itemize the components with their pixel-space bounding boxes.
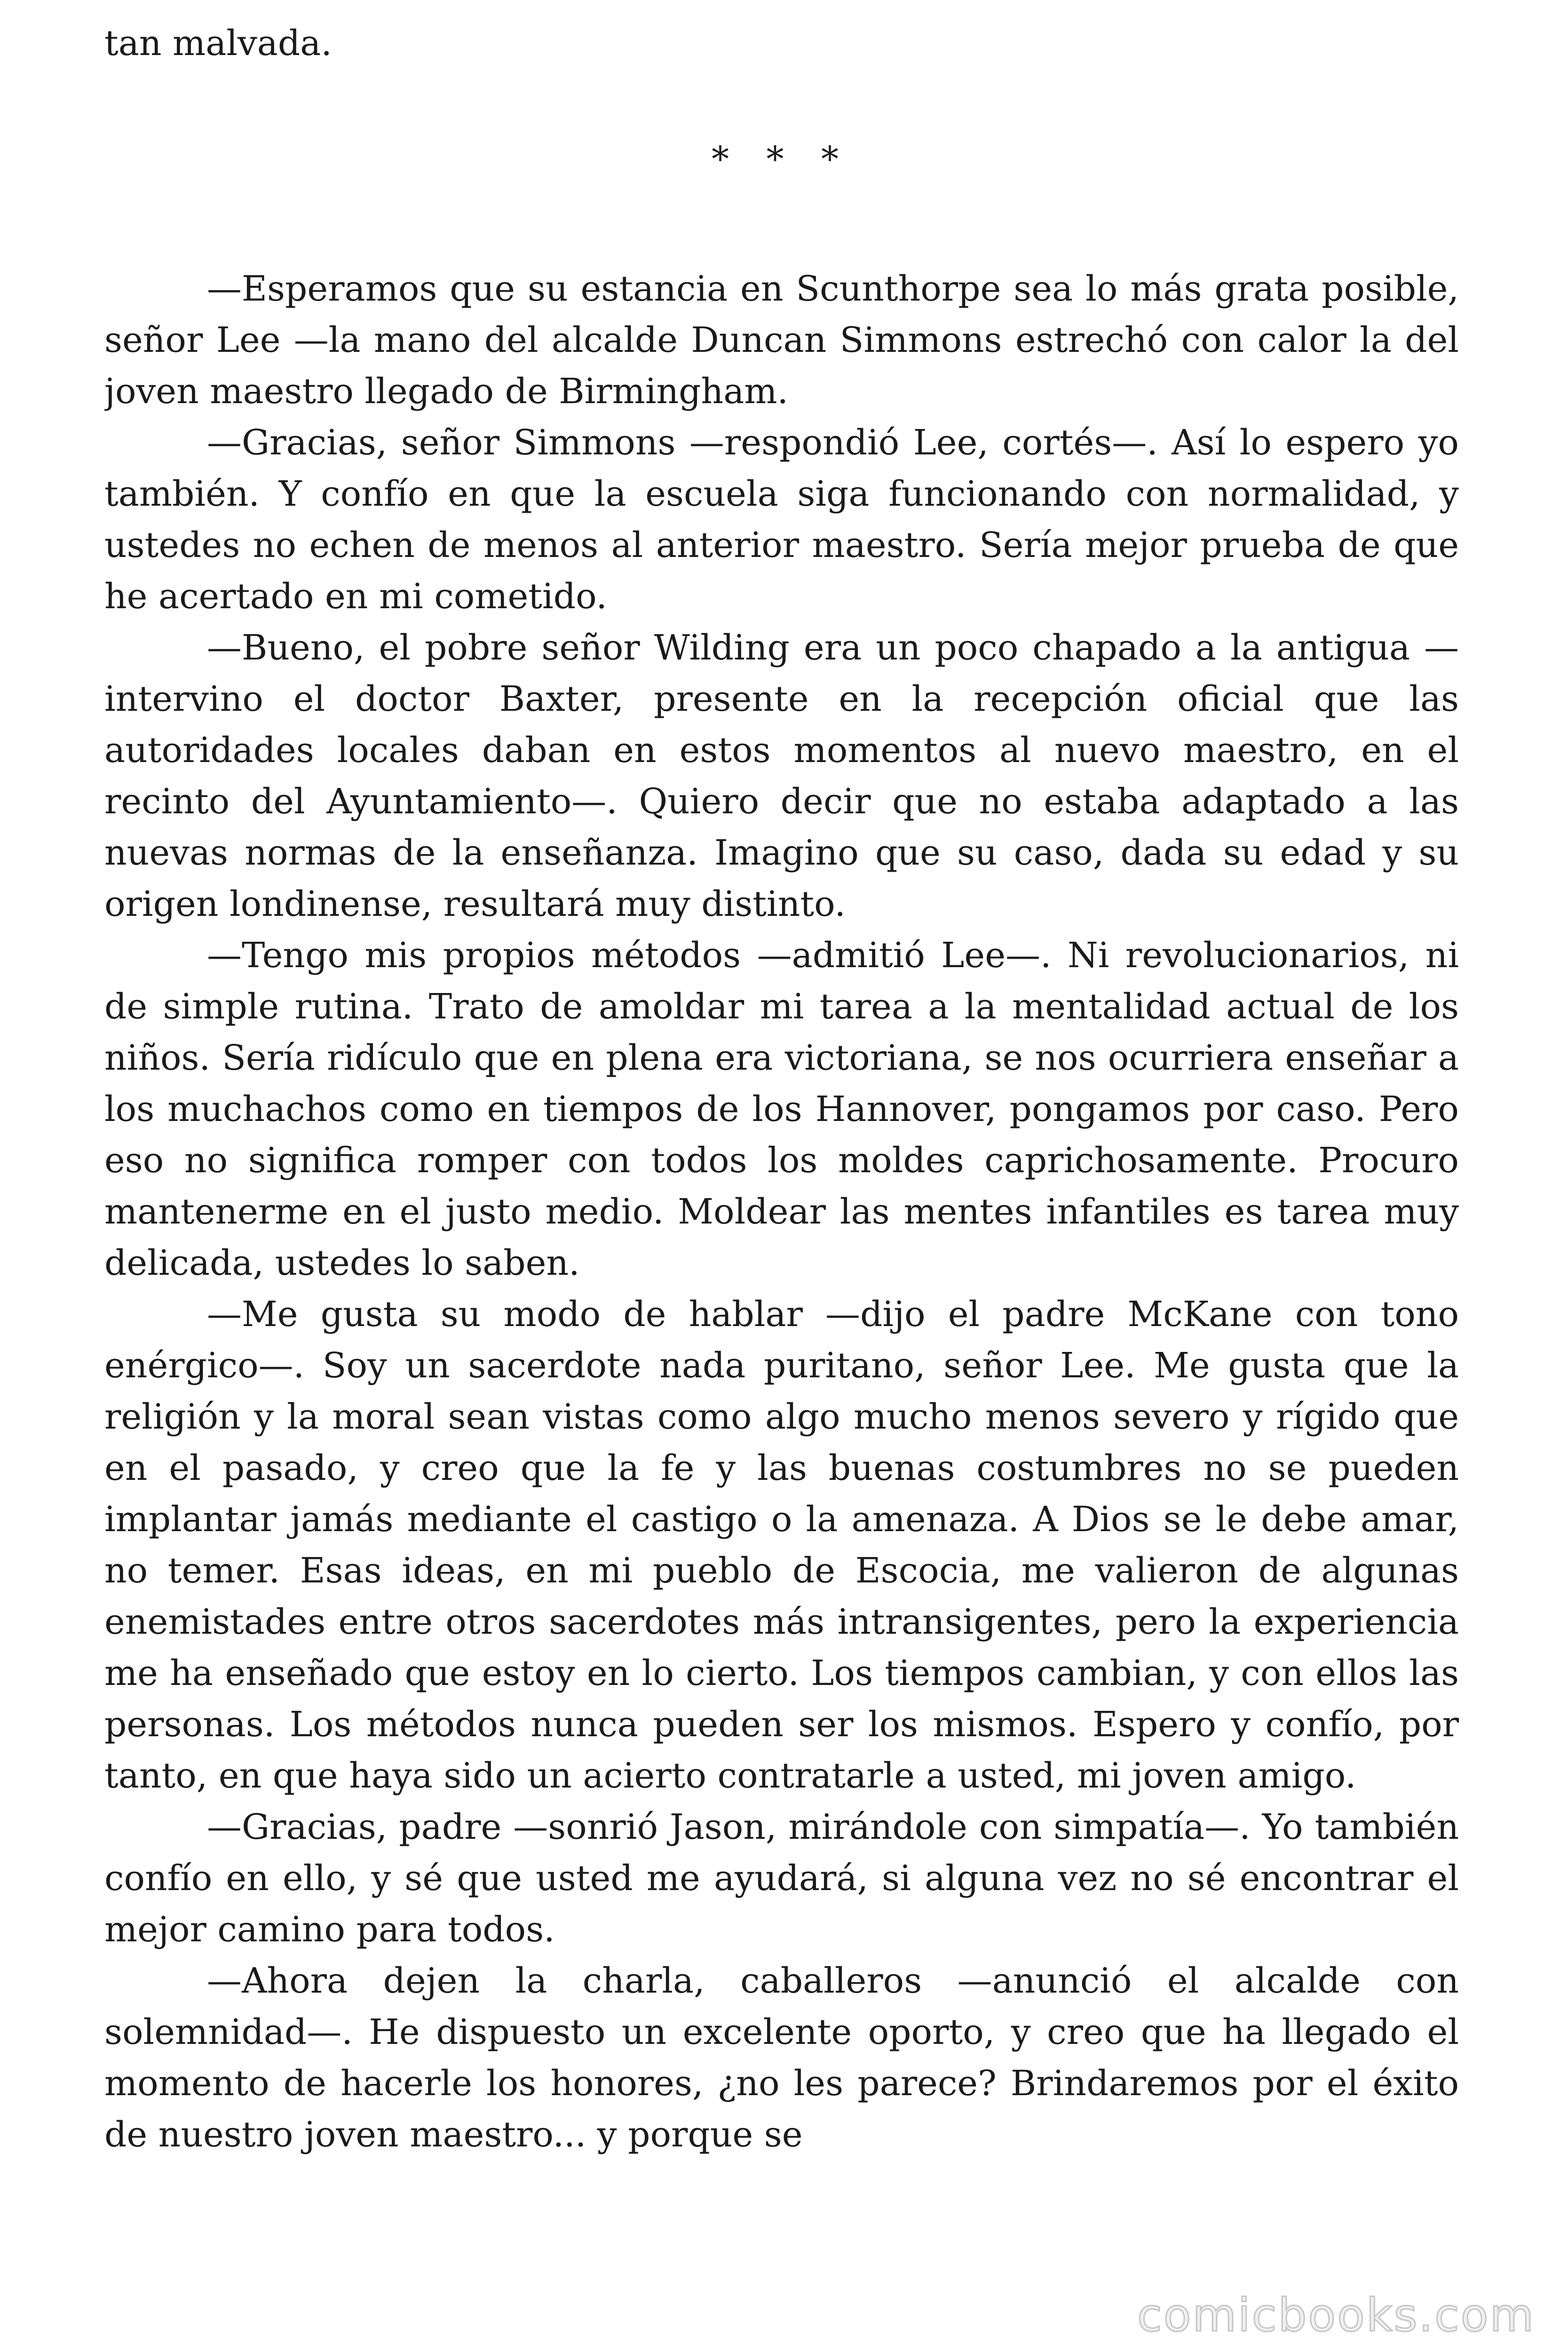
paragraph-2: —Gracias, señor Simmons —respondió Lee, cortés—. Así lo espero yo también. Y confío en que la escuela siga funcionando con normalidad, y ustedes no echen de menos al anterior maestro. Sería mejor prueba de que he acertado en mi cometido. [104,422,1459,617]
paragraph-5: —Me gusta su modo de hablar —dijo el padre McKane con tono enérgico—. Soy un sacerdote nada puritano, señor Lee. Me gusta que la religión y la moral sean vistas como algo mucho menos severo y rígido que en el pasado, y creo que la fe y las buenas costumbres no se pueden implantar jamás mediante el castigo o la amenaza. A Dios se le debe amar, no temer. Esas ideas, en mi pueblo de Escocia, me valieron de algunas enemistades entre otros sacerdotes más intransigentes, pero la experiencia me ha enseñado que estoy en lo cierto. Los tiempos cambian, y con ellos las personas. Los métodos nunca pueden ser los mismos. Espero y confío, por tanto, en que haya sido un acierto contratarle a usted, mi joven amigo. [104,1294,1459,1796]
paragraph-7: —Ahora dejen la charla, caballeros —anunció el alcalde con solemnidad—. He dispuesto un excelente oporto, y creo que ha llegado el momento de hacerle los honores, ¿no les parece? Brindaremos por el éxito de nuestro joven maestro... y porque se [104,1961,1459,2155]
section-separator: * * * [711,139,852,180]
body-text [104,263,1459,2161]
book-page [104,0,1459,2352]
paragraph-4: —Tengo mis propios métodos —admitió Lee—. Ni revolucionarios, ni de simple rutina. Trato de amoldar mi tarea a la mentalidad actual de los niños. Sería ridículo que en plena era victoriana, se nos ocurriera enseñar a los muchachos como en tiempos de los Hannover, pongamos por caso. Pero eso no significa romper con todos los moldes caprichosamente. Procuro mantenerme en el justo medio. Moldear las mentes infantiles es tarea muy delicada, ustedes lo saben. [104,935,1459,1283]
continued-line: tan malvada. [104,23,332,64]
paragraph-1: —Esperamos que su estancia en Scunthorpe sea lo más grata posible, señor Lee —la mano del alcalde Duncan Simmons estrechó con calor la del joven maestro llegado de Birmingham. [104,269,1459,412]
paragraph-3: —Bueno, el pobre señor Wilding era un poco chapado a la antigua —intervino el doctor Baxter, presente en la recepción oficial que las autoridades locales daban en estos momentos al nuevo maestro, en el recinto del Ayuntamiento—. Quiero decir que no estaba adaptado a las nuevas normas de la enseñanza. Imagino que su caso, dada su edad y su origen londinense, resultará muy distinto. [104,628,1459,924]
watermark-logo: comicbooks.com [1137,2289,1535,2342]
paragraph-6: —Gracias, padre —sonrió Jason, mirándole con simpatía—. Yo también confío en ello, y sé que usted me ayudará, si alguna vez no sé encontrar el mejor camino para todos. [104,1807,1459,1950]
